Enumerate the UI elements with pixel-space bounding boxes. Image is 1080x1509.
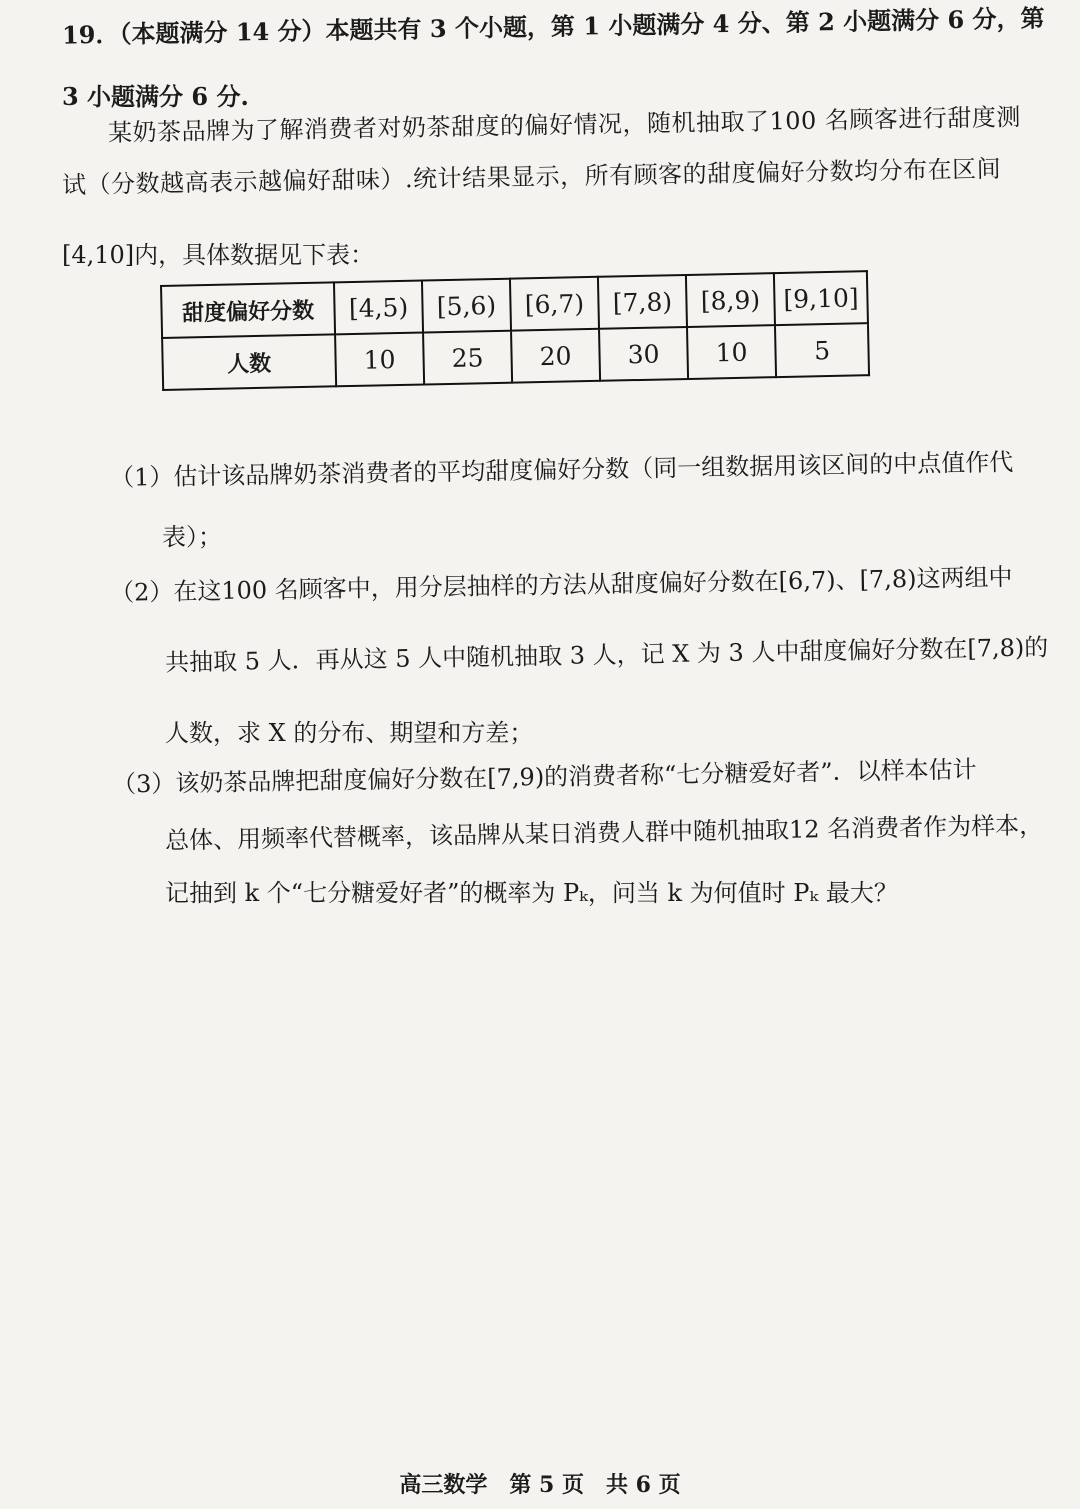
question-2-line3: 人数，求 X 的分布、期望和方差；	[165, 719, 534, 747]
problem-header-line2: 3 小题满分 6 分.	[62, 82, 249, 111]
page-footer: 高三数学 第 5 页 共 6 页	[399, 1472, 681, 1498]
table-cell-interval: [9,10]	[774, 271, 868, 325]
question-2-line2: 共抽取 5 人．再从这 5 人中随机抽取 3 人，记 X 为 3 人中甜度偏好分数在[7,8)的	[164, 633, 1049, 677]
intro-line1: 某奶茶品牌为了解消费者对奶茶甜度的偏好情况，随机抽取了100 名顾客进行甜度测	[107, 103, 1022, 147]
table-cell-count: 5	[775, 323, 869, 377]
table-cell-interval: [8,9)	[686, 273, 775, 327]
question-3-line1: （3）该奶茶品牌把甜度偏好分数在[7,9)的消费者称“七分糖爱好者”．以样本估计	[111, 755, 977, 799]
table-header-score: 甜度偏好分数	[161, 282, 335, 338]
question-2-line1: （2）在这100 名顾客中，用分层抽样的方法从甜度偏好分数在[6,7)、[7,8)这两组中	[109, 563, 1013, 607]
table-cell-interval: [4,5)	[334, 281, 423, 335]
sweetness-table	[160, 270, 870, 391]
table-cell-interval: [5,6)	[422, 279, 511, 333]
intro-line3: [4,10]内，具体数据见下表：	[62, 241, 375, 269]
table-cell-count: 10	[687, 325, 776, 379]
table-cell-interval: [7,8)	[598, 275, 687, 329]
question-1-line1: （1）估计该品牌奶茶消费者的平均甜度偏好分数（同一组数据用该区间的中点值作代	[109, 448, 1014, 492]
question-3-line2: 总体、用频率代替概率，该品牌从某日消费人群中随机抽取12 名消费者作为样本，	[164, 811, 1044, 855]
table-header-count: 人数	[162, 334, 336, 390]
table-cell-interval: [6,7)	[510, 277, 599, 331]
table-cell-count: 10	[335, 333, 424, 387]
question-1-line2: 表）；	[162, 523, 222, 551]
table-cell-count: 25	[423, 331, 512, 385]
problem-header-line1: 19．（本题满分 14 分）本题共有 3 个小题，第 1 小题满分 4 分、第 2 小题满分 6 分，第	[61, 3, 1045, 50]
table-cell-count: 20	[511, 329, 600, 383]
question-3-line3: 记抽到 k 个“七分糖爱好者”的概率为 Pₖ，问当 k 为何值时 Pₖ 最大？	[165, 879, 898, 907]
intro-line2: 试（分数越高表示越偏好甜味）.统计结果显示，所有顾客的甜度偏好分数均分布在区间	[61, 154, 1002, 200]
table-cell-count: 30	[599, 327, 688, 381]
